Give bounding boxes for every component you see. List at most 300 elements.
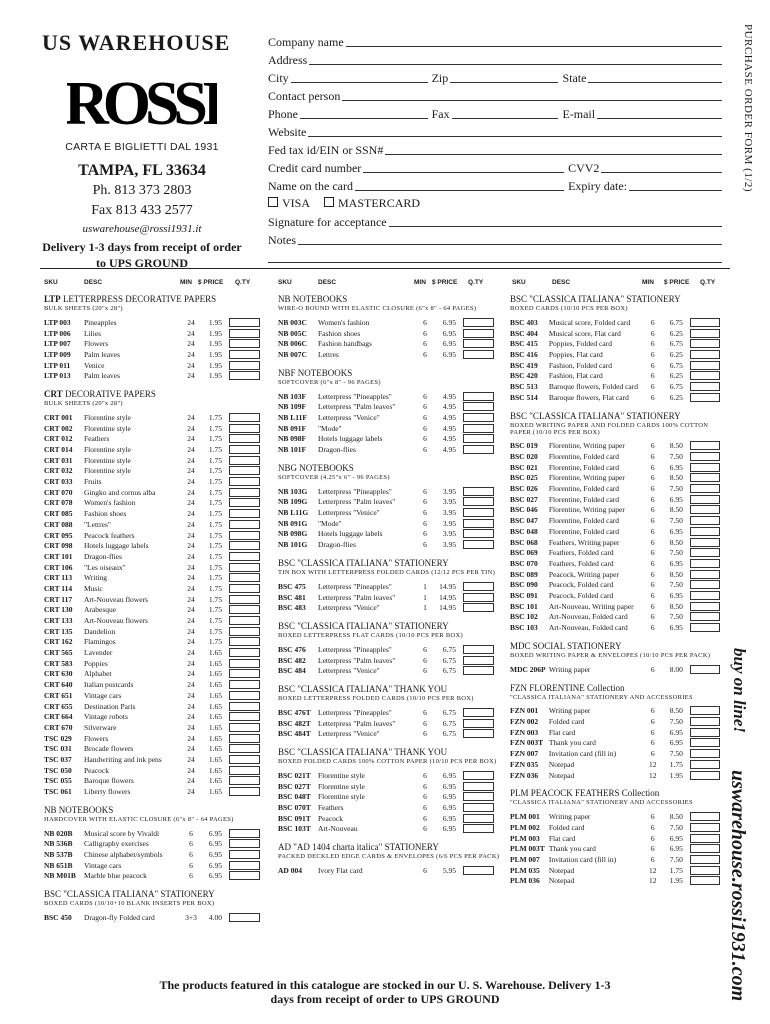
quantity-input[interactable] xyxy=(463,350,494,359)
quantity-input[interactable] xyxy=(690,728,720,737)
hdr-min-2: MIN xyxy=(414,279,426,286)
quantity-input[interactable] xyxy=(229,861,260,870)
sku-cell: NB 003C xyxy=(278,317,307,327)
notes-field-2[interactable] xyxy=(268,251,722,263)
product-row xyxy=(278,349,503,360)
sku-cell: LTP 013 xyxy=(44,371,71,381)
min-cell: 6 xyxy=(423,508,427,518)
quantity-input[interactable] xyxy=(690,361,720,370)
quantity-input[interactable] xyxy=(690,844,720,853)
quantity-input[interactable] xyxy=(690,516,720,525)
product-row xyxy=(278,497,503,508)
quantity-input[interactable] xyxy=(229,339,260,348)
section-name: FZN FLORENTINE Collection xyxy=(510,682,625,693)
product-row xyxy=(510,579,720,590)
quantity-input[interactable] xyxy=(229,744,260,753)
min-cell: 6 xyxy=(423,540,427,550)
zip-field[interactable] xyxy=(450,71,558,83)
product-row xyxy=(44,637,264,648)
notes-field[interactable] xyxy=(298,233,722,245)
product-row xyxy=(44,849,264,860)
quantity-input[interactable] xyxy=(463,402,494,411)
section-subtitle: TIN BOX WITH LETTERPRESS FOLDED CARDS (12/12 PCS PER TIN) xyxy=(278,569,496,576)
sku-cell: CRT 664 xyxy=(44,712,73,722)
quantity-input[interactable] xyxy=(463,656,494,665)
desc-cell: Poppies, Flat card xyxy=(548,349,603,359)
desc-cell: Notepad xyxy=(548,876,575,886)
quantity-input[interactable] xyxy=(690,706,720,715)
section-title xyxy=(278,684,503,694)
quantity-input[interactable] xyxy=(229,755,260,764)
quantity-input[interactable] xyxy=(229,573,260,582)
quantity-input[interactable] xyxy=(690,329,720,338)
min-cell: 12 xyxy=(648,770,657,780)
product-row xyxy=(510,483,720,494)
visa-checkbox[interactable] xyxy=(268,197,278,207)
sku-cell: PLM 002 xyxy=(510,822,540,832)
quantity-input[interactable] xyxy=(229,734,260,743)
product-row xyxy=(278,486,503,497)
sku-cell: PLM 001 xyxy=(510,812,540,822)
desc-cell: Fruits xyxy=(84,477,102,487)
section-title xyxy=(278,558,503,568)
quantity-input[interactable] xyxy=(463,487,494,496)
price-cell: 1.95 xyxy=(208,339,222,349)
quantity-input[interactable] xyxy=(690,527,720,536)
sku-cell: NB 651B xyxy=(44,860,73,870)
sku-cell: CRT 565 xyxy=(44,648,73,658)
quantity-input[interactable] xyxy=(463,645,494,654)
desc-cell: Destination Paris xyxy=(84,701,136,711)
quantity-input[interactable] xyxy=(690,591,720,600)
desc-cell: Musical score by Vivaldi xyxy=(84,828,160,838)
quantity-input[interactable] xyxy=(229,659,260,668)
quantity-input[interactable] xyxy=(463,803,494,812)
quantity-input[interactable] xyxy=(690,738,720,747)
quantity-input[interactable] xyxy=(229,361,260,370)
quantity-input[interactable] xyxy=(229,616,260,625)
quantity-input[interactable] xyxy=(229,434,260,443)
quantity-input[interactable] xyxy=(463,424,494,433)
quantity-input[interactable] xyxy=(229,477,260,486)
min-cell: 24 xyxy=(187,498,195,508)
quantity-input[interactable] xyxy=(229,413,260,422)
quantity-input[interactable] xyxy=(229,787,260,796)
section-name: NBG NOTEBOOKS xyxy=(278,462,354,473)
quantity-input[interactable] xyxy=(690,548,720,557)
quantity-input[interactable] xyxy=(690,834,720,843)
quantity-input[interactable] xyxy=(690,538,720,547)
price-cell: 1.75 xyxy=(208,487,222,497)
sku-cell: BSC 048T xyxy=(278,792,311,802)
sku-cell: BSC 476T xyxy=(278,707,311,717)
quantity-input[interactable] xyxy=(690,495,720,504)
quantity-input[interactable] xyxy=(229,723,260,732)
quantity-input[interactable] xyxy=(463,719,494,728)
quantity-input[interactable] xyxy=(463,593,494,602)
sku-cell: BSC 403 xyxy=(510,317,538,327)
quantity-input[interactable] xyxy=(229,829,260,838)
signature-field[interactable] xyxy=(389,215,722,227)
desc-cell: Florentine style xyxy=(318,781,365,791)
quantity-input[interactable] xyxy=(229,702,260,711)
quantity-input[interactable] xyxy=(690,505,720,514)
quantity-input[interactable] xyxy=(690,771,720,780)
quantity-input[interactable] xyxy=(229,680,260,689)
quantity-input[interactable] xyxy=(463,445,494,454)
product-section xyxy=(278,294,503,360)
section-name: BSC "CLASSICA ITALIANA" STATIONERY xyxy=(278,621,449,632)
quantity-input[interactable] xyxy=(690,602,720,611)
city-field[interactable] xyxy=(291,71,428,83)
quantity-input[interactable] xyxy=(463,392,494,401)
quantity-input[interactable] xyxy=(690,473,720,482)
quantity-input[interactable] xyxy=(690,812,720,821)
quantity-input[interactable] xyxy=(463,771,494,780)
quantity-input[interactable] xyxy=(690,570,720,579)
sku-cell: CRT 078 xyxy=(44,498,73,508)
product-row xyxy=(510,706,720,717)
product-row xyxy=(278,802,503,813)
quantity-input[interactable] xyxy=(229,531,260,540)
product-row xyxy=(510,360,720,371)
sku-cell: NB L11G xyxy=(278,508,309,518)
quantity-input[interactable] xyxy=(463,540,494,549)
desc-cell: Musical score, Flat card xyxy=(548,328,621,338)
sku-cell: CRT 651 xyxy=(44,690,73,700)
min-cell: 6 xyxy=(650,526,655,536)
mastercard-checkbox[interactable] xyxy=(324,197,334,207)
quantity-input[interactable] xyxy=(463,782,494,791)
desc-cell: Fashion shoes xyxy=(84,509,127,519)
quantity-input[interactable] xyxy=(463,329,494,338)
product-row xyxy=(278,644,503,655)
section-code: CRT xyxy=(44,389,63,400)
section-name: DECORATIVE PAPERS xyxy=(64,389,156,400)
website-url[interactable]: uswarehouse.rossi1931.com xyxy=(727,770,749,1002)
quantity-input[interactable] xyxy=(690,866,720,875)
desc-cell: Florentine, Folded card xyxy=(548,462,620,472)
quantity-input[interactable] xyxy=(463,603,494,612)
phone-line: Ph. 813 373 2803 xyxy=(92,183,192,198)
quantity-input[interactable] xyxy=(229,691,260,700)
product-row xyxy=(510,505,720,516)
quantity-input[interactable] xyxy=(463,666,494,675)
min-cell: 6 xyxy=(650,339,655,349)
section-title xyxy=(278,463,503,473)
price-cell: 6.95 xyxy=(442,328,456,338)
quantity-input[interactable] xyxy=(690,441,720,450)
price-cell: 1.75 xyxy=(208,616,222,626)
quantity-input[interactable] xyxy=(229,871,260,880)
min-cell: 6 xyxy=(650,494,655,504)
product-row xyxy=(510,854,720,865)
quantity-input[interactable] xyxy=(229,509,260,518)
quantity-input[interactable] xyxy=(229,850,260,859)
quantity-input[interactable] xyxy=(463,792,494,801)
min-cell: 24 xyxy=(187,487,195,497)
product-row xyxy=(44,434,264,445)
quantity-input[interactable] xyxy=(229,776,260,785)
price-cell: 1.65 xyxy=(208,722,222,732)
price-cell: 6.95 xyxy=(669,833,683,843)
price-cell: 6.25 xyxy=(669,349,683,359)
side-title: PURCHASE ORDER FORM (1/2) xyxy=(742,24,754,193)
price-cell: 3.95 xyxy=(442,540,456,550)
price-cell: 1.95 xyxy=(208,349,222,359)
section-name: MDC SOCIAL STATIONERY xyxy=(510,640,622,651)
price-cell: 3.95 xyxy=(442,529,456,539)
price-cell: 8.50 xyxy=(669,441,683,451)
product-row xyxy=(278,602,503,613)
desc-cell: Alphabet xyxy=(84,669,112,679)
min-cell: 24 xyxy=(187,712,195,722)
product-row xyxy=(510,822,720,833)
desc-cell: Ivory Flat card xyxy=(318,866,363,876)
quantity-input[interactable] xyxy=(229,488,260,497)
quantity-input[interactable] xyxy=(229,456,260,465)
address-field[interactable] xyxy=(309,53,722,65)
price-cell: 1.65 xyxy=(208,765,222,775)
quantity-input[interactable] xyxy=(690,876,720,885)
quantity-input[interactable] xyxy=(690,382,720,391)
contact-field[interactable] xyxy=(342,89,722,101)
product-row xyxy=(510,748,720,759)
sku-cell: BSC 420 xyxy=(510,371,538,381)
quantity-input[interactable] xyxy=(463,708,494,717)
quantity-input[interactable] xyxy=(229,627,260,636)
quantity-input[interactable] xyxy=(229,424,260,433)
cc-field[interactable] xyxy=(363,161,564,173)
city-label: City xyxy=(268,71,289,85)
cvv-field[interactable] xyxy=(601,161,722,173)
quantity-input[interactable] xyxy=(690,823,720,832)
sku-cell: BSC 419 xyxy=(510,360,538,370)
quantity-input[interactable] xyxy=(229,520,260,529)
product-section xyxy=(44,389,264,797)
product-row xyxy=(44,776,264,787)
min-cell: 6 xyxy=(650,537,655,547)
quantity-input[interactable] xyxy=(690,855,720,864)
product-section xyxy=(510,294,720,403)
quantity-input[interactable] xyxy=(229,605,260,614)
min-cell: 6 xyxy=(423,486,427,496)
price-cell: 6.75 xyxy=(669,360,683,370)
quantity-input[interactable] xyxy=(229,669,260,678)
quantity-input[interactable] xyxy=(463,434,494,443)
quantity-input[interactable] xyxy=(463,497,494,506)
price-cell: 8.50 xyxy=(669,473,683,483)
product-row xyxy=(510,569,720,580)
price-cell: 7.50 xyxy=(669,612,683,622)
sku-cell: TSC 055 xyxy=(44,776,72,786)
order-form xyxy=(268,32,726,266)
product-row xyxy=(44,765,264,776)
desc-cell: Letterpress "Venice" xyxy=(318,729,380,739)
quantity-input[interactable] xyxy=(229,466,260,475)
quantity-input[interactable] xyxy=(463,824,494,833)
section-subtitle: BOXED LETTERPRESS FOLDED CARDS (10/10 PCS PER BOX) xyxy=(278,695,474,703)
quantity-input[interactable] xyxy=(690,339,720,348)
quantity-input[interactable] xyxy=(229,913,260,922)
quantity-input[interactable] xyxy=(229,350,260,359)
quantity-input[interactable] xyxy=(463,814,494,823)
quantity-input[interactable] xyxy=(229,552,260,561)
hdr-min-3: MIN xyxy=(642,279,654,286)
min-cell: 12 xyxy=(648,876,657,886)
quantity-input[interactable] xyxy=(690,612,720,621)
quantity-input[interactable] xyxy=(690,749,720,758)
section-code: LTP xyxy=(44,294,61,304)
quantity-input[interactable] xyxy=(229,648,260,657)
product-row xyxy=(44,615,264,626)
quantity-input[interactable] xyxy=(229,637,260,646)
desc-cell: Letterpress "Pineapples" xyxy=(318,581,392,591)
sku-cell: BSC 476 xyxy=(278,644,306,654)
quantity-input[interactable] xyxy=(690,623,720,632)
product-row xyxy=(44,754,264,765)
product-row xyxy=(44,679,264,690)
quantity-input[interactable] xyxy=(229,712,260,721)
sku-cell: NB 537B xyxy=(44,850,73,860)
min-cell: 24 xyxy=(187,349,195,359)
min-cell: 24 xyxy=(187,765,195,775)
min-cell: 6 xyxy=(650,381,655,391)
product-row xyxy=(510,876,720,887)
quantity-input[interactable] xyxy=(463,866,494,875)
quantity-input[interactable] xyxy=(463,729,494,738)
quantity-input[interactable] xyxy=(463,413,494,422)
product-row xyxy=(510,727,720,738)
quantity-input[interactable] xyxy=(690,717,720,726)
quantity-input[interactable] xyxy=(690,393,720,402)
quantity-input[interactable] xyxy=(463,339,494,348)
footer-note: The products featured in this catalogue are stocked in our U. S. Warehouse. Delivery 1-3 days from receipt of order to UPS GROUND xyxy=(159,978,611,1006)
price-cell: 1.75 xyxy=(208,445,222,455)
quantity-input[interactable] xyxy=(690,452,720,461)
buy-online-text: buy on line! xyxy=(730,648,749,734)
fedtax-field[interactable] xyxy=(385,143,722,155)
min-cell: 6 xyxy=(423,328,427,338)
quantity-input[interactable] xyxy=(690,580,720,589)
fax-field[interactable] xyxy=(452,107,559,119)
expiry-field[interactable] xyxy=(629,179,722,191)
quantity-input[interactable] xyxy=(690,371,720,380)
sku-cell: CRT 135 xyxy=(44,626,73,636)
min-cell: 24 xyxy=(187,445,195,455)
price-cell: 8.50 xyxy=(669,812,683,822)
desc-cell: Dragon-flies xyxy=(84,551,122,561)
quantity-input[interactable] xyxy=(690,484,720,493)
min-cell: 12 xyxy=(648,759,657,769)
price-cell: 7.50 xyxy=(669,717,683,727)
sku-cell: BSC 070T xyxy=(278,803,311,813)
quantity-input[interactable] xyxy=(229,371,260,380)
min-cell: 24 xyxy=(187,583,195,593)
desc-cell: Pineapples xyxy=(84,317,117,327)
quantity-input[interactable] xyxy=(229,595,260,604)
quantity-input[interactable] xyxy=(690,318,720,327)
section-title xyxy=(44,805,264,815)
min-cell: 6 xyxy=(650,392,655,402)
state-field[interactable] xyxy=(588,71,722,83)
sku-cell: NB 101F xyxy=(278,445,307,455)
desc-cell: Calligraphy exercises xyxy=(84,839,149,849)
cc-label: Credit card number xyxy=(268,161,362,175)
product-row xyxy=(44,733,264,744)
company-field[interactable] xyxy=(346,35,722,47)
quantity-input[interactable] xyxy=(463,508,494,517)
quantity-input[interactable] xyxy=(690,350,720,359)
sku-cell: CRT 098 xyxy=(44,541,73,551)
price-cell: 1.95 xyxy=(208,328,222,338)
quantity-input[interactable] xyxy=(690,760,720,769)
desc-cell: Peacock, Writing paper xyxy=(548,569,620,579)
quantity-input[interactable] xyxy=(690,559,720,568)
desc-cell: Flat card xyxy=(548,833,576,843)
quantity-input[interactable] xyxy=(463,318,494,327)
section-title xyxy=(44,389,264,399)
product-section xyxy=(44,294,264,381)
quantity-input[interactable] xyxy=(463,519,494,528)
product-row xyxy=(510,338,720,349)
zip-label: Zip xyxy=(431,71,449,85)
section-title xyxy=(278,842,503,852)
min-cell: 24 xyxy=(187,722,195,732)
min-cell: 6 xyxy=(650,360,655,370)
website-field[interactable] xyxy=(308,125,722,137)
quantity-input[interactable] xyxy=(463,582,494,591)
min-cell: 6 xyxy=(423,824,427,834)
sku-cell: CRT 095 xyxy=(44,530,73,540)
quantity-input[interactable] xyxy=(229,541,260,550)
section-name: BSC "CLASSICA ITALIANA" THANK YOU xyxy=(278,747,448,758)
delivery-note: Delivery 1-3 days from receipt of order to UPS GROUND xyxy=(42,240,242,270)
min-cell: 6 xyxy=(650,371,655,381)
sku-cell: NB 109G xyxy=(278,497,308,507)
phone-field[interactable] xyxy=(300,107,428,119)
quantity-input[interactable] xyxy=(690,463,720,472)
product-row xyxy=(44,423,264,434)
price-cell: 1.75 xyxy=(208,477,222,487)
section-name: BSC "CLASSICA ITALIANA" STATIONERY xyxy=(278,558,449,568)
quantity-input[interactable] xyxy=(229,329,260,338)
quantity-input[interactable] xyxy=(229,584,260,593)
desc-cell: Liberty flowers xyxy=(84,787,131,797)
desc-cell: Lilies xyxy=(84,328,102,338)
desc-cell: Poppies xyxy=(84,658,108,668)
name-on-card-field[interactable] xyxy=(355,179,564,191)
desc-cell: Gingko and cornus alba xyxy=(84,487,156,497)
quantity-input[interactable] xyxy=(229,498,260,507)
sku-cell: CRT 655 xyxy=(44,701,73,711)
desc-cell: Fashion, Flat card xyxy=(548,371,603,381)
min-cell: 6 xyxy=(189,850,193,860)
quantity-input[interactable] xyxy=(229,839,260,848)
email-field[interactable] xyxy=(597,107,722,119)
quantity-input[interactable] xyxy=(229,318,260,327)
min-cell: 6 xyxy=(650,484,655,494)
quantity-input[interactable] xyxy=(229,766,260,775)
quantity-input[interactable] xyxy=(463,529,494,538)
price-cell: 1.65 xyxy=(208,658,222,668)
price-cell: 7.50 xyxy=(669,548,683,558)
quantity-input[interactable] xyxy=(229,563,260,572)
quantity-input[interactable] xyxy=(229,445,260,454)
sku-cell: CRT 032 xyxy=(44,466,73,476)
quantity-input[interactable] xyxy=(690,665,720,674)
product-row xyxy=(44,328,264,339)
